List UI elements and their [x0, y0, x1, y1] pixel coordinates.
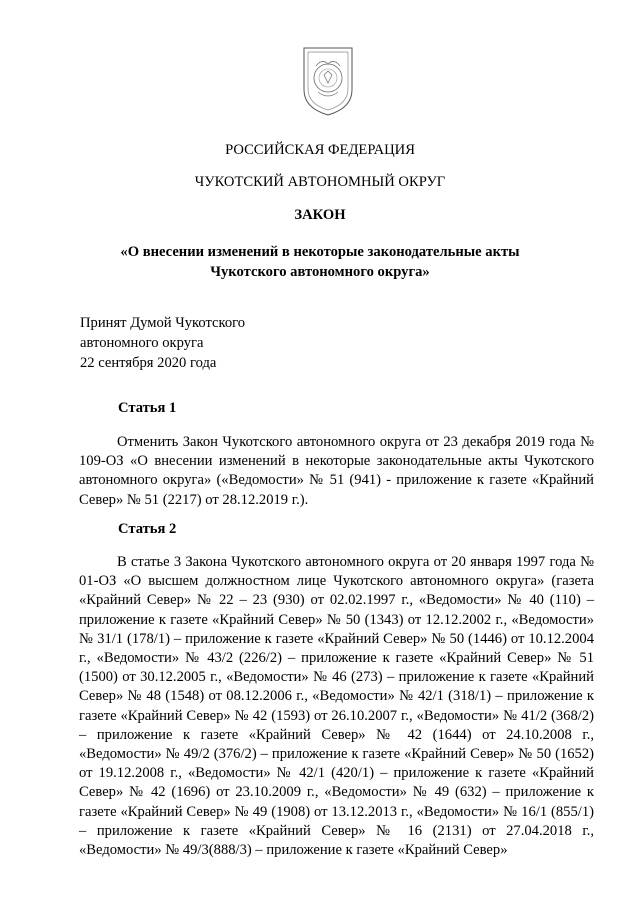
coat-of-arms-icon — [296, 42, 360, 118]
article-2-text: В статье 3 Закона Чукотского автономного округа от 20 января 1997 года № 01-ОЗ «О высшем должностном лице Чукотского автономного округа» (газета «Крайний Север» № 22 – 23 (930) от 02.02.1997 г., «Ведомости» № 40 (110) – приложение к газете «Крайний Север» № 50 (1343) от 12.12.2002 г., «Ведомости» № 31/1 (178/1) – приложение к газете «Крайний Север» № 50 (1446) от 10.12.2004 г., «Ведомости» № 43/2 (226/2) – приложение к газете «Крайний Север» № 51 (1500) от 30.12.2005 г., «Ведомости» № 46 (273) – приложение к газете «Крайний Север» № 48 (1548) от 08.12.2006 г., «Ведомости» № 42/1 (318/1) – приложение к газете «Крайний Север» № 42 (1593) от 26.10.2007 г., «Ведомости» № 41/2 (368/2) – приложение к газете «Крайний Север» № 42 (1644) от 24.10.2008 г., «Ведомости» № 49/2 (376/2) – приложение к газете «Крайний Север» № 50 (1652) от 19.12.2008 г., «Ведомости» № 42/1 (420/1) – приложение к газете «Крайний Север» № 42 (1696) от 23.10.2009 г., «Ведомости» № 49 (632) – приложение к газете «Крайний Север» № 49 (1908) от 13.12.2013 г., «Ведомости» № 16/1 (855/1) – приложение к газете «Крайний Север» № 16 (2131) от 27.04.2018 г., «Ведомости» № 49/3(888/3) – приложение к газете «Крайний Север» — [79, 554, 594, 859]
country-heading: РОССИЙСКАЯ ФЕДЕРАЦИЯ — [225, 142, 415, 158]
article-2-heading: Статья 2 — [118, 521, 177, 537]
adoption-line-1: Принят Думой Чукотского — [80, 315, 246, 331]
adoption-date: 22 сентября 2020 года — [80, 355, 217, 371]
law-title-line-1: «О внесении изменений в некоторые законодательные акты — [120, 244, 520, 260]
law-title — [0, 242, 640, 282]
article-1-heading: Статья 1 — [118, 400, 177, 416]
article-1-text: Отменить Закон Чукотского автономного округа от 23 декабря 2019 года № 109-ОЗ «О внесении изменений в некоторые законодательные акты Чукотского автономного округа» («Ведомости» № 51 (941) - приложение к газете «Крайний Север» № 51 (2217) от 28.12.2019 г.). — [79, 434, 594, 508]
law-title-line-2: Чукотского автономного округа» — [210, 264, 430, 280]
region-heading: ЧУКОТСКИЙ АВТОНОМНЫЙ ОКРУГ — [194, 174, 446, 190]
document-type: ЗАКОН — [294, 207, 346, 223]
adoption-info — [80, 313, 245, 373]
adoption-line-2: автономного округа — [80, 335, 204, 351]
